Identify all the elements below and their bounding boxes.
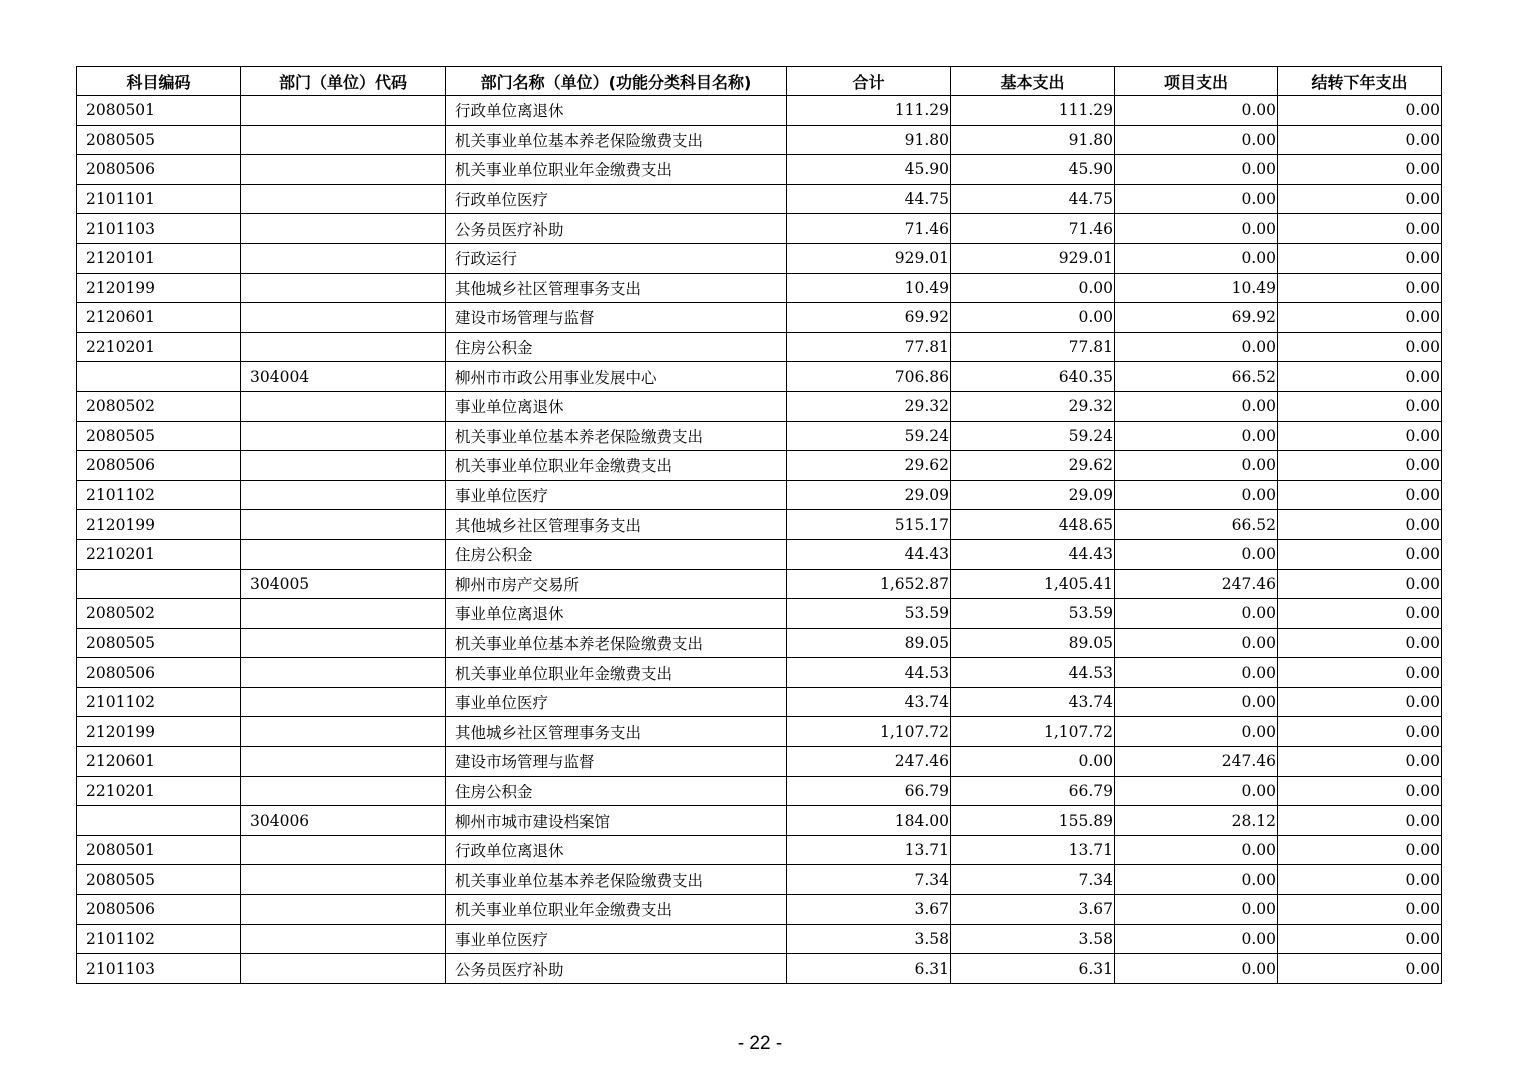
cell-dept-name: 柳州市市政公用事业发展中心 xyxy=(446,362,787,392)
table-row xyxy=(77,362,1442,392)
cell-total: 66.79 xyxy=(787,776,951,806)
cell-total: 3.67 xyxy=(787,895,951,925)
cell-dept-code xyxy=(241,539,446,569)
cell-basic: 29.62 xyxy=(951,451,1115,481)
cell-project: 0.00 xyxy=(1115,776,1278,806)
cell-carryover: 0.00 xyxy=(1278,747,1442,777)
cell-dept-code xyxy=(241,184,446,214)
cell-carryover: 0.00 xyxy=(1278,451,1442,481)
cell-subject-code: 2080502 xyxy=(77,391,241,421)
cell-dept-name: 柳州市城市建设档案馆 xyxy=(446,806,787,836)
cell-dept-name: 其他城乡社区管理事务支出 xyxy=(446,273,787,303)
cell-carryover: 0.00 xyxy=(1278,510,1442,540)
cell-total: 77.81 xyxy=(787,332,951,362)
cell-carryover: 0.00 xyxy=(1278,303,1442,333)
cell-dept-code xyxy=(241,332,446,362)
table-row xyxy=(77,599,1442,629)
cell-subject-code: 2080505 xyxy=(77,628,241,658)
cell-dept-name: 事业单位医疗 xyxy=(446,480,787,510)
cell-carryover: 0.00 xyxy=(1278,184,1442,214)
cell-carryover: 0.00 xyxy=(1278,628,1442,658)
cell-dept-name: 机关事业单位基本养老保险缴费支出 xyxy=(446,421,787,451)
cell-carryover: 0.00 xyxy=(1278,391,1442,421)
table-row xyxy=(77,569,1442,599)
cell-project: 0.00 xyxy=(1115,391,1278,421)
table-row xyxy=(77,243,1442,273)
cell-basic: 929.01 xyxy=(951,243,1115,273)
table-row xyxy=(77,895,1442,925)
cell-dept-name: 机关事业单位基本养老保险缴费支出 xyxy=(446,865,787,895)
cell-project: 0.00 xyxy=(1115,155,1278,185)
cell-dept-code xyxy=(241,96,446,126)
table-row xyxy=(77,658,1442,688)
cell-dept-code xyxy=(241,421,446,451)
cell-basic: 71.46 xyxy=(951,214,1115,244)
cell-subject-code: 2120199 xyxy=(77,510,241,540)
cell-project: 0.00 xyxy=(1115,332,1278,362)
cell-subject-code: 2101103 xyxy=(77,954,241,984)
cell-project: 0.00 xyxy=(1115,184,1278,214)
cell-subject-code: 2101102 xyxy=(77,924,241,954)
cell-dept-code xyxy=(241,865,446,895)
cell-basic: 111.29 xyxy=(951,96,1115,126)
cell-carryover: 0.00 xyxy=(1278,362,1442,392)
cell-carryover: 0.00 xyxy=(1278,717,1442,747)
cell-project: 0.00 xyxy=(1115,717,1278,747)
cell-total: 929.01 xyxy=(787,243,951,273)
cell-project: 0.00 xyxy=(1115,539,1278,569)
cell-basic: 53.59 xyxy=(951,599,1115,629)
cell-dept-name: 公务员医疗补助 xyxy=(446,214,787,244)
table-row xyxy=(77,776,1442,806)
cell-carryover: 0.00 xyxy=(1278,421,1442,451)
cell-carryover: 0.00 xyxy=(1278,895,1442,925)
cell-subject-code: 2101102 xyxy=(77,687,241,717)
page-number: - 22 - xyxy=(737,1033,783,1054)
cell-dept-code: 304005 xyxy=(241,569,446,599)
cell-dept-code xyxy=(241,835,446,865)
cell-subject-code xyxy=(77,362,241,392)
header-carryover: 结转下年支出 xyxy=(1278,67,1442,96)
cell-carryover: 0.00 xyxy=(1278,273,1442,303)
cell-total: 71.46 xyxy=(787,214,951,244)
expenditure-table-container xyxy=(76,66,1441,984)
cell-basic: 640.35 xyxy=(951,362,1115,392)
cell-total: 59.24 xyxy=(787,421,951,451)
cell-basic: 44.75 xyxy=(951,184,1115,214)
cell-basic: 89.05 xyxy=(951,628,1115,658)
cell-total: 247.46 xyxy=(787,747,951,777)
cell-dept-code xyxy=(241,599,446,629)
cell-dept-name: 机关事业单位职业年金缴费支出 xyxy=(446,155,787,185)
cell-dept-code xyxy=(241,687,446,717)
cell-basic: 0.00 xyxy=(951,273,1115,303)
header-dept-code: 部门（单位）代码 xyxy=(241,67,446,96)
cell-carryover: 0.00 xyxy=(1278,924,1442,954)
cell-total: 111.29 xyxy=(787,96,951,126)
table-row xyxy=(77,539,1442,569)
cell-dept-name: 事业单位医疗 xyxy=(446,924,787,954)
cell-basic: 59.24 xyxy=(951,421,1115,451)
cell-subject-code: 2210201 xyxy=(77,776,241,806)
cell-project: 0.00 xyxy=(1115,658,1278,688)
table-row xyxy=(77,806,1442,836)
cell-dept-code xyxy=(241,155,446,185)
cell-project: 0.00 xyxy=(1115,865,1278,895)
cell-project: 0.00 xyxy=(1115,451,1278,481)
cell-total: 3.58 xyxy=(787,924,951,954)
cell-total: 706.86 xyxy=(787,362,951,392)
cell-dept-code xyxy=(241,658,446,688)
cell-basic: 0.00 xyxy=(951,747,1115,777)
header-subject-code: 科目编码 xyxy=(77,67,241,96)
cell-dept-name: 住房公积金 xyxy=(446,332,787,362)
cell-dept-name: 机关事业单位职业年金缴费支出 xyxy=(446,451,787,481)
cell-total: 45.90 xyxy=(787,155,951,185)
cell-project: 66.52 xyxy=(1115,362,1278,392)
cell-total: 69.92 xyxy=(787,303,951,333)
table-row xyxy=(77,391,1442,421)
cell-basic: 13.71 xyxy=(951,835,1115,865)
cell-project: 69.92 xyxy=(1115,303,1278,333)
cell-carryover: 0.00 xyxy=(1278,599,1442,629)
cell-dept-code xyxy=(241,214,446,244)
cell-subject-code: 2080506 xyxy=(77,155,241,185)
cell-dept-code xyxy=(241,451,446,481)
cell-total: 13.71 xyxy=(787,835,951,865)
cell-dept-name: 机关事业单位职业年金缴费支出 xyxy=(446,658,787,688)
cell-project: 0.00 xyxy=(1115,480,1278,510)
cell-carryover: 0.00 xyxy=(1278,480,1442,510)
cell-basic: 29.32 xyxy=(951,391,1115,421)
cell-carryover: 0.00 xyxy=(1278,569,1442,599)
cell-subject-code: 2120199 xyxy=(77,717,241,747)
cell-basic: 448.65 xyxy=(951,510,1115,540)
cell-project: 0.00 xyxy=(1115,628,1278,658)
cell-total: 43.74 xyxy=(787,687,951,717)
cell-total: 44.53 xyxy=(787,658,951,688)
table-row xyxy=(77,421,1442,451)
cell-basic: 29.09 xyxy=(951,480,1115,510)
cell-total: 29.32 xyxy=(787,391,951,421)
cell-carryover: 0.00 xyxy=(1278,332,1442,362)
cell-carryover: 0.00 xyxy=(1278,214,1442,244)
expenditure-table xyxy=(76,66,1442,984)
cell-dept-name: 事业单位医疗 xyxy=(446,687,787,717)
cell-subject-code xyxy=(77,806,241,836)
cell-subject-code: 2210201 xyxy=(77,332,241,362)
cell-dept-code xyxy=(241,125,446,155)
cell-subject-code: 2101101 xyxy=(77,184,241,214)
cell-dept-code: 304006 xyxy=(241,806,446,836)
cell-basic: 0.00 xyxy=(951,303,1115,333)
cell-subject-code: 2080506 xyxy=(77,658,241,688)
table-row xyxy=(77,155,1442,185)
cell-dept-code xyxy=(241,303,446,333)
cell-dept-name: 机关事业单位职业年金缴费支出 xyxy=(446,895,787,925)
cell-carryover: 0.00 xyxy=(1278,954,1442,984)
cell-dept-code: 304004 xyxy=(241,362,446,392)
cell-dept-code xyxy=(241,717,446,747)
cell-project: 0.00 xyxy=(1115,895,1278,925)
table-row xyxy=(77,184,1442,214)
cell-project: 247.46 xyxy=(1115,569,1278,599)
cell-dept-name: 行政单位离退休 xyxy=(446,96,787,126)
cell-dept-code xyxy=(241,895,446,925)
cell-basic: 1,107.72 xyxy=(951,717,1115,747)
cell-dept-code xyxy=(241,510,446,540)
table-body xyxy=(77,96,1442,984)
header-total: 合计 xyxy=(787,67,951,96)
cell-total: 1,107.72 xyxy=(787,717,951,747)
cell-dept-code xyxy=(241,747,446,777)
cell-project: 0.00 xyxy=(1115,687,1278,717)
cell-subject-code: 2080506 xyxy=(77,451,241,481)
table-row xyxy=(77,273,1442,303)
cell-total: 29.62 xyxy=(787,451,951,481)
cell-total: 7.34 xyxy=(787,865,951,895)
table-row xyxy=(77,510,1442,540)
header-dept-name: 部门名称（单位）(功能分类科目名称) xyxy=(446,67,787,96)
cell-project: 0.00 xyxy=(1115,214,1278,244)
cell-total: 44.43 xyxy=(787,539,951,569)
cell-basic: 6.31 xyxy=(951,954,1115,984)
cell-basic: 3.67 xyxy=(951,895,1115,925)
cell-basic: 44.53 xyxy=(951,658,1115,688)
header-project-expenditure: 项目支出 xyxy=(1115,67,1278,96)
table-row xyxy=(77,628,1442,658)
cell-dept-name: 住房公积金 xyxy=(446,539,787,569)
cell-dept-name: 建设市场管理与监督 xyxy=(446,747,787,777)
cell-total: 184.00 xyxy=(787,806,951,836)
cell-carryover: 0.00 xyxy=(1278,776,1442,806)
cell-dept-name: 事业单位离退休 xyxy=(446,599,787,629)
cell-dept-name: 行政单位医疗 xyxy=(446,184,787,214)
cell-project: 0.00 xyxy=(1115,599,1278,629)
table-row xyxy=(77,924,1442,954)
cell-total: 10.49 xyxy=(787,273,951,303)
cell-carryover: 0.00 xyxy=(1278,806,1442,836)
cell-basic: 155.89 xyxy=(951,806,1115,836)
cell-carryover: 0.00 xyxy=(1278,539,1442,569)
cell-carryover: 0.00 xyxy=(1278,155,1442,185)
cell-basic: 44.43 xyxy=(951,539,1115,569)
cell-subject-code xyxy=(77,569,241,599)
table-row xyxy=(77,480,1442,510)
cell-project: 0.00 xyxy=(1115,421,1278,451)
cell-basic: 66.79 xyxy=(951,776,1115,806)
cell-basic: 91.80 xyxy=(951,125,1115,155)
cell-subject-code: 2210201 xyxy=(77,539,241,569)
cell-dept-name: 机关事业单位基本养老保险缴费支出 xyxy=(446,628,787,658)
table-row xyxy=(77,747,1442,777)
table-row xyxy=(77,451,1442,481)
cell-basic: 3.58 xyxy=(951,924,1115,954)
cell-dept-code xyxy=(241,391,446,421)
cell-project: 10.49 xyxy=(1115,273,1278,303)
cell-dept-name: 其他城乡社区管理事务支出 xyxy=(446,510,787,540)
cell-project: 0.00 xyxy=(1115,125,1278,155)
cell-total: 89.05 xyxy=(787,628,951,658)
table-row xyxy=(77,865,1442,895)
cell-dept-name: 事业单位离退休 xyxy=(446,391,787,421)
cell-subject-code: 2080505 xyxy=(77,865,241,895)
cell-dept-name: 住房公积金 xyxy=(446,776,787,806)
cell-dept-code xyxy=(241,924,446,954)
cell-project: 0.00 xyxy=(1115,835,1278,865)
cell-total: 44.75 xyxy=(787,184,951,214)
table-row xyxy=(77,214,1442,244)
cell-carryover: 0.00 xyxy=(1278,658,1442,688)
cell-project: 0.00 xyxy=(1115,243,1278,273)
cell-project: 28.12 xyxy=(1115,806,1278,836)
cell-total: 6.31 xyxy=(787,954,951,984)
cell-dept-code xyxy=(241,628,446,658)
cell-total: 1,652.87 xyxy=(787,569,951,599)
table-row xyxy=(77,96,1442,126)
cell-subject-code: 2120199 xyxy=(77,273,241,303)
cell-dept-code xyxy=(241,954,446,984)
cell-dept-name: 公务员医疗补助 xyxy=(446,954,787,984)
cell-basic: 77.81 xyxy=(951,332,1115,362)
table-row xyxy=(77,717,1442,747)
cell-subject-code: 2101103 xyxy=(77,214,241,244)
cell-subject-code: 2120601 xyxy=(77,747,241,777)
table-row xyxy=(77,954,1442,984)
header-basic-expenditure: 基本支出 xyxy=(951,67,1115,96)
cell-subject-code: 2080505 xyxy=(77,125,241,155)
cell-carryover: 0.00 xyxy=(1278,687,1442,717)
cell-basic: 1,405.41 xyxy=(951,569,1115,599)
cell-dept-name: 行政运行 xyxy=(446,243,787,273)
cell-dept-name: 其他城乡社区管理事务支出 xyxy=(446,717,787,747)
table-row xyxy=(77,835,1442,865)
cell-subject-code: 2080501 xyxy=(77,96,241,126)
cell-project: 66.52 xyxy=(1115,510,1278,540)
table-row xyxy=(77,303,1442,333)
cell-subject-code: 2101102 xyxy=(77,480,241,510)
cell-dept-name: 柳州市房产交易所 xyxy=(446,569,787,599)
cell-subject-code: 2120101 xyxy=(77,243,241,273)
cell-total: 29.09 xyxy=(787,480,951,510)
cell-subject-code: 2080505 xyxy=(77,421,241,451)
cell-dept-code xyxy=(241,776,446,806)
cell-dept-code xyxy=(241,243,446,273)
cell-basic: 43.74 xyxy=(951,687,1115,717)
table-row xyxy=(77,687,1442,717)
cell-subject-code: 2080502 xyxy=(77,599,241,629)
cell-total: 515.17 xyxy=(787,510,951,540)
cell-carryover: 0.00 xyxy=(1278,243,1442,273)
cell-project: 0.00 xyxy=(1115,954,1278,984)
cell-total: 53.59 xyxy=(787,599,951,629)
cell-subject-code: 2080506 xyxy=(77,895,241,925)
cell-carryover: 0.00 xyxy=(1278,865,1442,895)
cell-project: 0.00 xyxy=(1115,96,1278,126)
cell-basic: 7.34 xyxy=(951,865,1115,895)
cell-basic: 45.90 xyxy=(951,155,1115,185)
cell-carryover: 0.00 xyxy=(1278,125,1442,155)
cell-dept-code xyxy=(241,480,446,510)
cell-carryover: 0.00 xyxy=(1278,835,1442,865)
cell-carryover: 0.00 xyxy=(1278,96,1442,126)
cell-subject-code: 2120601 xyxy=(77,303,241,333)
cell-project: 247.46 xyxy=(1115,747,1278,777)
cell-dept-name: 机关事业单位基本养老保险缴费支出 xyxy=(446,125,787,155)
cell-dept-name: 建设市场管理与监督 xyxy=(446,303,787,333)
cell-total: 91.80 xyxy=(787,125,951,155)
cell-dept-name: 行政单位离退休 xyxy=(446,835,787,865)
cell-subject-code: 2080501 xyxy=(77,835,241,865)
table-header-row xyxy=(77,67,1442,96)
cell-dept-code xyxy=(241,273,446,303)
table-row xyxy=(77,332,1442,362)
table-row xyxy=(77,125,1442,155)
cell-project: 0.00 xyxy=(1115,924,1278,954)
